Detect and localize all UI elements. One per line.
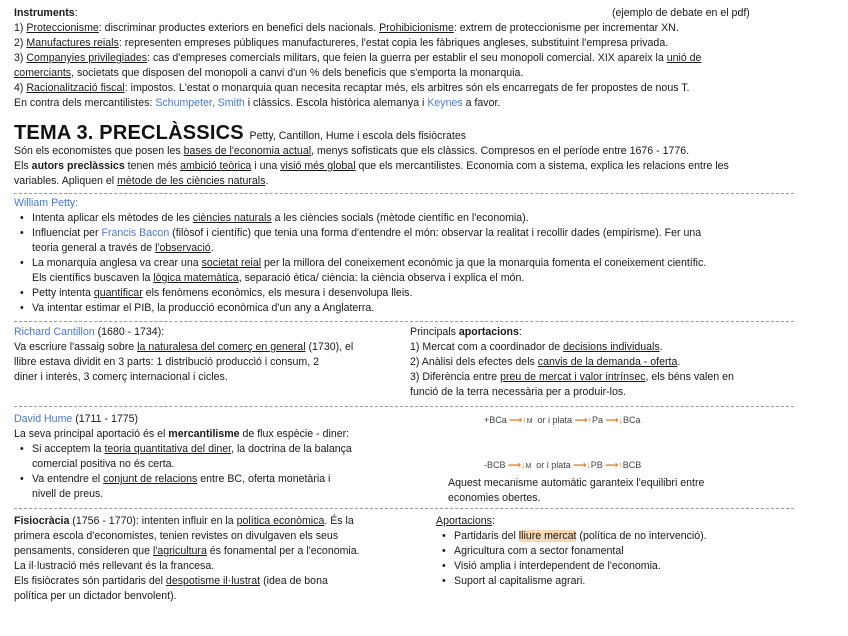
arrow-up-icon: ↑: [618, 460, 623, 470]
name-bacon: Francis Bacon: [101, 227, 170, 239]
u-ambicio: ambició teòrica: [180, 160, 252, 172]
text: .: [265, 175, 269, 187]
text: , menys sofisticats que els clàssics. Compresos en el període entre 1676 - 1776.: [311, 145, 690, 157]
years: (1711 - 1775): [72, 413, 139, 425]
cantillon-line: diner i interès, 3 comerç internacional i cicles.: [14, 371, 228, 383]
term-proteccionisme: Proteccionisme: [26, 22, 99, 34]
instruments-heading: Instruments: [14, 7, 75, 19]
u-visio: visió més global: [280, 160, 356, 172]
arrow-down-icon: ↓: [618, 415, 623, 425]
arrow-up-icon: ↑: [587, 415, 592, 425]
fisiocracia-left: [14, 514, 424, 604]
aportacio-2: [410, 355, 800, 370]
text: , els béns valen en: [645, 371, 734, 383]
years: (1680 - 1734):: [94, 326, 165, 338]
petty-section: [14, 196, 794, 316]
text: : impostos. L'estat o monarquia quan necesita recaptar més, els arbitres són els encarregats de fer propostes de nous T.: [124, 82, 690, 94]
num: 4): [14, 82, 27, 94]
text: , la doctrina de la balança: [231, 443, 352, 455]
arrow-down-icon: ↓: [520, 460, 526, 470]
arrow-right-icon: ⟶: [605, 460, 619, 470]
fisio-line: [14, 574, 424, 589]
hume-list: [14, 442, 414, 502]
u-decisions: decisions individuals: [563, 341, 660, 353]
term-comerciants: comerciants: [14, 67, 72, 79]
text: Intenta aplicar els mètodes de les: [32, 212, 193, 224]
num: 2): [14, 37, 27, 49]
u-naturalesa: la naturalesa del comerç en general: [137, 341, 306, 353]
text: (filòsof i científic) que tenia una forma d'entendre el món: observar la realitat i recollir dades (empirisme). Fer una: [169, 227, 702, 239]
name-hume: David Hume: [14, 413, 73, 425]
hume-left: [14, 412, 414, 502]
text: que els mercantilistes. Economia com a sistema, explica les relacions entre les: [355, 160, 729, 172]
colon: :: [75, 197, 79, 209]
label-or-plata: or i plata: [537, 415, 573, 425]
arrow-right-icon: ⟶: [573, 460, 587, 470]
name-petty: William Petty: [14, 197, 76, 209]
text: Si acceptem la: [32, 443, 105, 455]
u-canvis: canvis de la demanda - oferta: [537, 356, 678, 368]
hume-line: [14, 427, 414, 442]
arrow-right-icon: ⟶: [509, 415, 523, 425]
names-schumpeter-smith: Schumpeter, Smith: [155, 97, 245, 109]
contra-mercantilistes: [14, 96, 794, 111]
text: (1756 - 1770): intenten influir en la: [69, 515, 237, 527]
fisio-list: [436, 529, 806, 589]
u-metode: mètode de les ciències naturals: [117, 175, 266, 187]
instrument-3: [14, 51, 794, 66]
cantillon-line: llibre estava dividit en 3 parts: 1 distribució producció i consum, 2: [14, 356, 320, 368]
text: 1) Mercat com a coordinador de: [410, 341, 564, 353]
name-keynes: Keynes: [427, 97, 463, 109]
text: Influenciat per: [32, 227, 102, 239]
label-bca: BCa: [622, 415, 641, 425]
u-observacio: l'observació: [155, 242, 211, 254]
term-racionalitzacio: Racionalització fiscal: [26, 82, 125, 94]
fisio-line: [14, 544, 424, 559]
text: , societats que disposen del monopoli a canvi d'un % dels beneficis que s'emporta la monarquia.: [71, 67, 524, 79]
list-item: [436, 574, 806, 589]
text: a favor.: [462, 97, 501, 109]
text: Són els economistes que posen les: [14, 145, 184, 157]
fisiocracia-right: [436, 514, 806, 589]
text: de flux espècie - diner:: [239, 428, 350, 440]
intro-paragraph: [14, 144, 794, 189]
text: per la millora del coneixement econòmic ja que la monarquia fomenta el coneixement científic.: [261, 257, 707, 269]
hume-heading: [14, 412, 414, 427]
list-item: [436, 559, 806, 574]
page-title: [14, 122, 466, 145]
text: nivell de preus.: [32, 488, 104, 500]
cantillon-heading: [14, 325, 404, 340]
text: La monarquia anglesa va crear una: [32, 257, 202, 269]
u-ciencies: ciències naturals: [192, 212, 272, 224]
colon: :: [74, 7, 78, 19]
term-manufactures: Manufactures reials: [26, 37, 119, 49]
text: Principals: [410, 326, 459, 338]
arrow-up-icon: ↑: [522, 415, 527, 425]
num: 1): [14, 22, 27, 34]
text: 3) Diferència entre: [410, 371, 501, 383]
hume-diagram-row-2: [484, 460, 641, 471]
instrument-1: [14, 21, 794, 36]
cantillon-line: [14, 340, 404, 355]
aportacio-3: [410, 370, 800, 385]
text: : cas d'empreses comercials militars, que feien la guerra per establir el seu monopoli comercial. XIX apareix la: [147, 52, 667, 64]
u-logica: lògica matemàtica: [153, 272, 239, 284]
list-item: [14, 301, 794, 316]
text: variables. Apliquen el: [14, 175, 118, 187]
label-bcb: -BCB: [484, 460, 506, 470]
arrow-down-icon: ↓: [586, 460, 591, 470]
colon: :: [491, 515, 495, 527]
list-item: [14, 256, 794, 286]
text: (1730), el: [305, 341, 354, 353]
text: : representen empreses públiques manufactureres, l'estat copia les fàbriques angleses, substituint l'empresa privada.: [118, 37, 669, 49]
u-teoria: teoria quantitativa del diner: [104, 443, 232, 455]
bold-autors: autors preclàssics: [31, 160, 125, 172]
text: els fenòmens econòmics, els mesura i desenvolupa lleis.: [142, 287, 413, 299]
text: . És la: [324, 515, 354, 527]
list-item: [14, 226, 794, 256]
text: i clàssics. Escola històrica alemanya i: [244, 97, 428, 109]
title-authors: Petty, Cantillon, Hume: [249, 130, 355, 142]
arrow-right-icon: ⟶: [508, 460, 521, 470]
text: tenen més: [124, 160, 181, 172]
text: Els fisiòcrates són partidaris del: [14, 575, 166, 587]
conclusion-line: Aquest mecanisme automàtic garanteix l'equilibri entre: [448, 477, 705, 489]
text: Els: [14, 160, 32, 172]
intro-line-2: [14, 159, 794, 174]
fisio-line: [14, 514, 424, 529]
num: 3): [14, 52, 27, 64]
cantillon-right: [410, 325, 800, 400]
pdf-note: (ejemplo de debate en el pdf): [612, 7, 750, 19]
text: (idea de bona: [260, 575, 328, 587]
intro-line-3: [14, 174, 794, 189]
aportacio-3-cont: funció de la terra necessària per a produir-los.: [410, 386, 627, 398]
separator: [14, 321, 794, 322]
u-conjunt: conjunt de relacions: [103, 473, 198, 485]
u-societat: societat reial: [201, 257, 262, 269]
text: : extrem de proteccionisme per incrementar XN.: [453, 22, 679, 34]
intro-line-1: [14, 144, 794, 159]
text: Suport al capitalisme agrari.: [454, 575, 586, 587]
text: .: [210, 242, 214, 254]
label-m: M: [526, 418, 533, 425]
arrow-right-icon: ⟶: [574, 415, 588, 425]
separator: [14, 193, 794, 194]
hume-conclusion: [448, 476, 798, 506]
conclusion-line: economies obertes.: [448, 492, 541, 504]
text: i una: [251, 160, 281, 172]
fisio-aportacions-heading: [436, 514, 806, 529]
aportacio-1: [410, 340, 800, 355]
text: entre BC, oferta monetària i: [197, 473, 331, 485]
hume-diagram-row-1: [484, 415, 640, 426]
text: Visió amplia i interdependent de l'economia.: [454, 560, 661, 572]
separator: [14, 406, 794, 407]
text: a les ciències socials (mètode científic en l'economia).: [271, 212, 529, 224]
arrow-right-icon: ⟶: [605, 415, 619, 425]
text: .: [677, 356, 681, 368]
u-aportacions: Aportacions: [436, 515, 492, 527]
text: Partidaris del: [454, 530, 519, 542]
text: Va entendre el: [32, 473, 104, 485]
title-text: TEMA 3. PRECLÀSSICS: [14, 122, 244, 144]
label-m: M: [525, 463, 532, 470]
u-bases: bases de l'economia actual: [183, 145, 312, 157]
term-unio: unió de: [666, 52, 702, 64]
text: Va escriure l'assaig sobre: [14, 341, 138, 353]
name-cantillon: Richard Cantillon: [14, 326, 95, 338]
fisio-line: La il·lustració més rellevant és la francesa.: [14, 560, 215, 572]
highlight-lliure-mercat: lliure mercat: [518, 530, 577, 542]
list-item: [14, 286, 794, 301]
instrument-2: [14, 36, 794, 51]
bold-mercantilisme: mercantilisme: [168, 428, 240, 440]
aportacions-heading: [410, 325, 800, 340]
term-companyies: Companyies privilegiades: [26, 52, 148, 64]
instruments-section: [14, 6, 794, 111]
label-or-plata: or i plata: [536, 460, 571, 470]
u-despotisme: despotisme il·lustrat: [165, 575, 261, 587]
text: teoria general a través de: [32, 242, 156, 254]
petty-heading: [14, 196, 794, 211]
text: 2) Anàlisi dels efectes dels: [410, 356, 538, 368]
u-quantificar: quantificar: [93, 287, 143, 299]
instruments-heading-row: [14, 6, 794, 21]
colon: :: [518, 326, 522, 338]
u-preu: preu de mercat i valor intrínsec: [500, 371, 646, 383]
text: .: [659, 341, 663, 353]
separator: [14, 508, 794, 509]
text: Va intentar estimar el PIB, la producció econòmica d'un any a Anglaterra.: [32, 302, 375, 314]
instrument-4: [14, 81, 794, 96]
list-item: [14, 472, 414, 502]
label-pb: PB: [590, 460, 603, 470]
text: Els científics buscaven la: [32, 272, 154, 284]
list-item: [14, 442, 414, 472]
text: és fonamental per a l'economia.: [206, 545, 360, 557]
label-pa: Pa: [592, 415, 604, 425]
title-suffix: i escola dels fisiòcrates: [354, 130, 467, 142]
bold-aportacions: aportacions: [458, 326, 519, 338]
text: comercial positiva no és certa.: [32, 458, 175, 470]
instrument-3-cont: [14, 66, 794, 81]
u-politica: política econòmica: [236, 515, 325, 527]
list-item: [436, 529, 806, 544]
list-item: [14, 211, 794, 226]
term-prohibicionisme: Prohibicionisme: [379, 22, 454, 34]
u-agricultura: l'agricultura: [153, 545, 207, 557]
text: : discriminar productes exteriors en benefici dels nacionals.: [98, 22, 380, 34]
label-bcb: BCB: [622, 460, 642, 470]
text: , separació ètica/ ciència: la ciència observa i explica el món.: [238, 272, 525, 284]
text: Agricultura com a sector fonamental: [454, 545, 624, 557]
petty-list: [14, 211, 794, 316]
text: En contra dels mercantilistes:: [14, 97, 156, 109]
label-bca: +BCa: [484, 415, 507, 425]
list-item: [436, 544, 806, 559]
text: Petty intenta: [32, 287, 94, 299]
text: pensaments, consideren que: [14, 545, 153, 557]
fisio-line: primera escola d'economistes, tenien revistes on divulgaven els seus: [14, 530, 339, 542]
text: La seva principal aportació és el: [14, 428, 169, 440]
fisio-line: política per un dictador benvolent).: [14, 590, 177, 602]
cantillon-left: [14, 325, 404, 385]
text: (política de no intervenció).: [576, 530, 707, 542]
bold-fisiocracia: Fisiocràcia: [14, 515, 70, 527]
